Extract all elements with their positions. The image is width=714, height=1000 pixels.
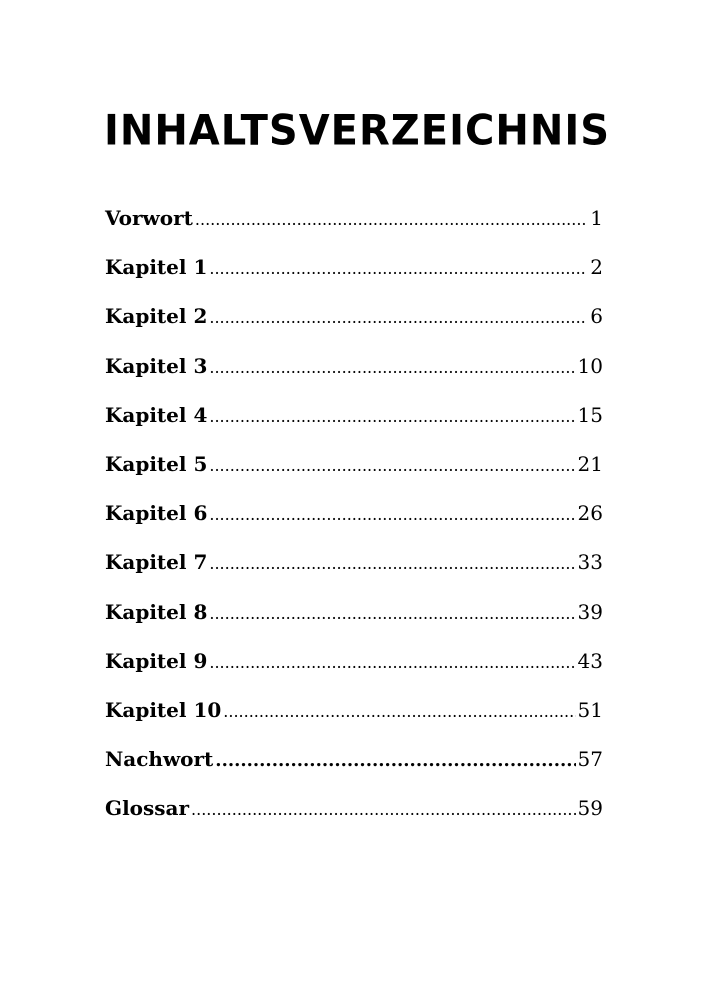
toc-entry: [105, 255, 603, 304]
toc-entry: [105, 403, 603, 452]
toc-entry-page: 43: [577, 648, 603, 673]
toc-entry-label: Kapitel 7: [105, 550, 208, 575]
toc-entry-label: Kapitel 3: [105, 353, 208, 378]
toc-leader-dots: [195, 210, 587, 229]
toc-entry-label: Kapitel 9: [105, 648, 208, 673]
toc-entry-label: Kapitel 10: [105, 697, 222, 722]
toc-entry: [105, 747, 603, 796]
toc-leader-dots: [209, 456, 575, 475]
toc-leader-dots: [209, 358, 575, 377]
toc-entry: [105, 550, 603, 599]
toc-leader-dots: [209, 407, 575, 426]
toc-leader-dots: [215, 750, 575, 771]
toc-entry-label: Vorwort: [105, 206, 193, 230]
toc-entry-page: 26: [577, 501, 603, 526]
toc-entry-page: 33: [577, 550, 603, 575]
toc-leader-dots: [209, 308, 587, 327]
toc-entry: [105, 304, 603, 353]
toc-entry: [105, 501, 603, 550]
toc-entry-label: Kapitel 8: [105, 599, 208, 624]
toc-entry-label: Nachwort: [105, 747, 214, 772]
toc-entry-page: 2: [590, 255, 603, 280]
toc-entry-page: 6: [590, 304, 603, 329]
toc-entry-label: Kapitel 6: [105, 501, 208, 526]
toc-entry-page: 51: [577, 697, 603, 722]
toc-entry-label: Kapitel 2: [105, 304, 208, 329]
toc-leader-dots: [209, 505, 575, 524]
table-of-contents: [105, 206, 603, 845]
toc-leader-dots: [223, 702, 575, 721]
toc-entry: [105, 206, 603, 255]
toc-entry-page: 59: [577, 796, 603, 821]
toc-entry-label: Kapitel 4: [105, 402, 208, 427]
toc-entry-page: 15: [577, 402, 603, 427]
toc-leader-dots: [209, 554, 575, 573]
toc-entry-label: Kapitel 5: [105, 451, 208, 476]
toc-entry: [105, 354, 603, 403]
page-title: INHALTSVERZEICHNIS: [103, 106, 611, 156]
toc-entry-page: 10: [577, 353, 603, 378]
toc-entry: [105, 796, 603, 845]
toc-entry-page: 39: [577, 599, 603, 624]
toc-entry-label: Glossar: [105, 796, 190, 821]
toc-leader-dots: [209, 259, 587, 278]
toc-entry-page: 57: [577, 747, 603, 772]
toc-leader-dots: [209, 604, 575, 623]
toc-leader-dots: [209, 653, 575, 672]
toc-entry: [105, 649, 603, 698]
toc-entry-page: 21: [577, 451, 603, 476]
toc-entry-label: Kapitel 1: [105, 255, 208, 280]
toc-entry: [105, 600, 603, 649]
toc-entry: [105, 698, 603, 747]
toc-entry: [105, 452, 603, 501]
toc-entry-page: 1: [590, 206, 603, 230]
toc-leader-dots: [191, 800, 576, 819]
